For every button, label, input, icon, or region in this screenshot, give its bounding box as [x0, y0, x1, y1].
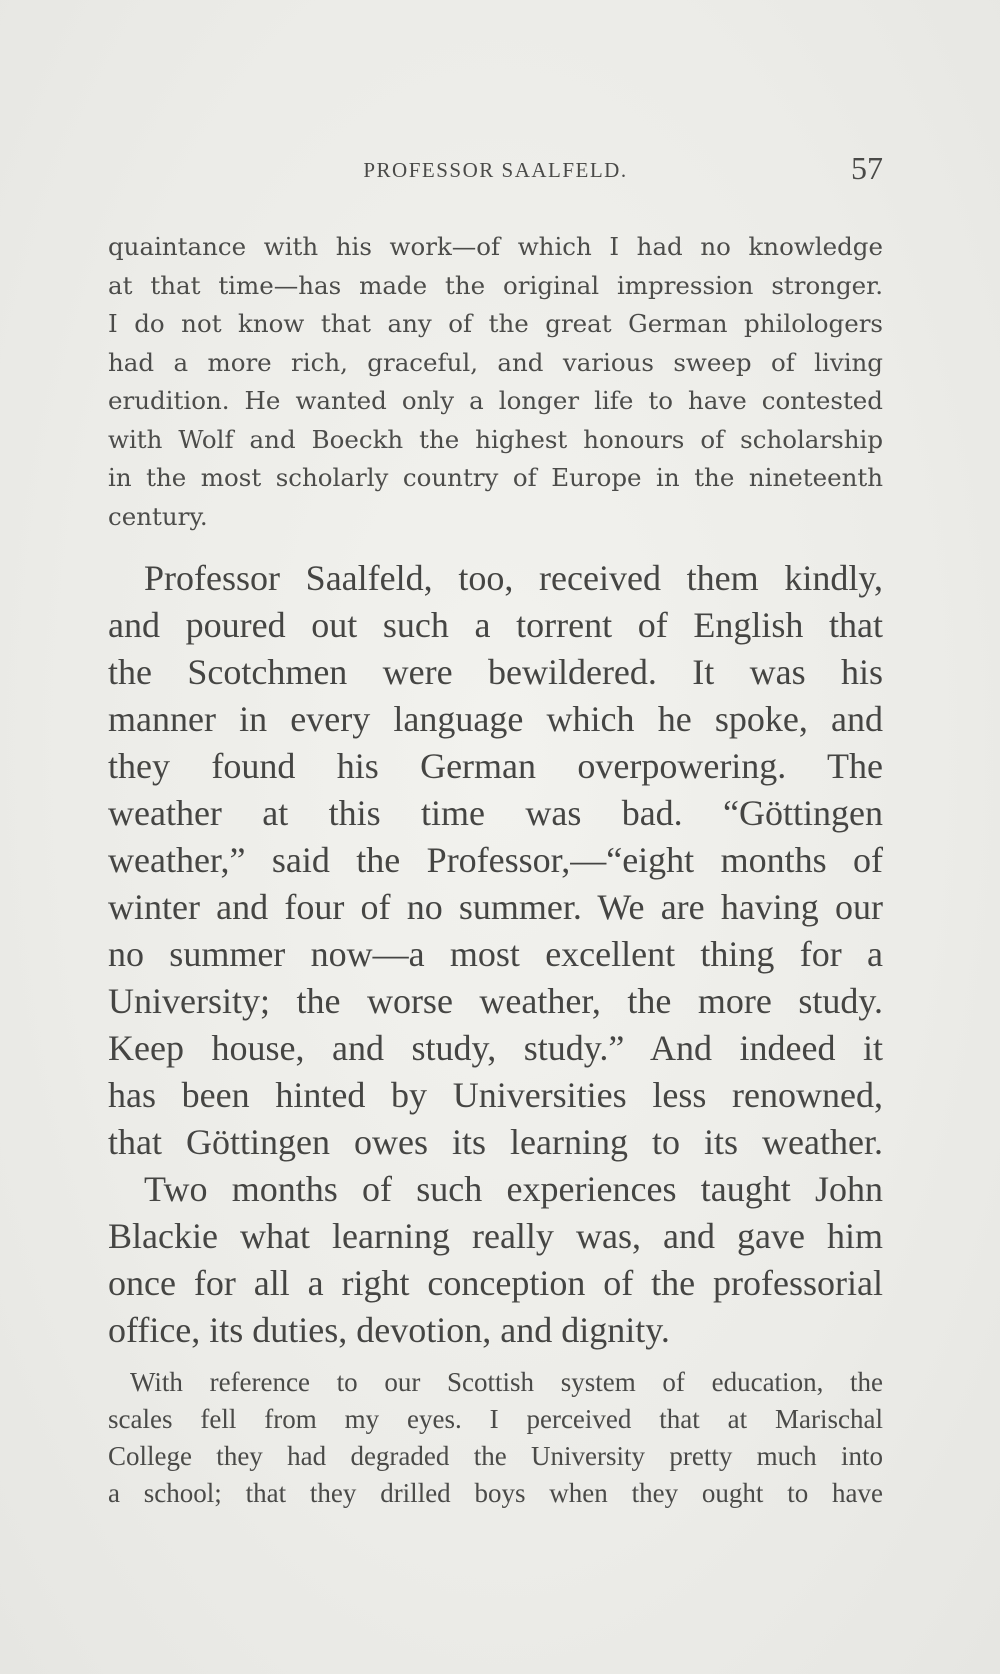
text-line: at that time—has made the original impression stronger.	[108, 270, 883, 300]
text-line: scales fell from my eyes. I perceived that at Marischal	[108, 1404, 883, 1434]
narrative-paragraph	[108, 555, 883, 1166]
text-line: once for all a right conception of the professorial	[108, 1263, 883, 1303]
text-line: With reference to our Scottish system of education, the	[130, 1367, 883, 1397]
text-line: manner in every language which he spoke, and	[108, 699, 883, 739]
narrative-text	[108, 555, 883, 1354]
text-line: office, its duties, devotion, and dignity.	[108, 1310, 670, 1350]
narrative-paragraph	[108, 1166, 883, 1354]
text-line: Professor Saalfeld, too, received them kindly,	[144, 558, 883, 598]
text-line: and poured out such a torrent of English that	[108, 605, 883, 645]
text-line: University; the worse weather, the more study.	[108, 981, 883, 1021]
text-line: Two months of such experiences taught John	[144, 1169, 883, 1209]
text-line: weather at this time was bad. “Göttingen	[108, 793, 883, 833]
text-line: erudition. He wanted only a longer life to have contested	[108, 386, 883, 415]
text-line: College they had degraded the University pretty much into	[108, 1441, 883, 1471]
text-line: a school; that they drilled boys when they ought to have	[108, 1478, 883, 1508]
text-line: no summer now—a most excellent thing for a	[108, 934, 883, 974]
text-line: weather,” said the Professor,—“eight months of	[108, 840, 883, 880]
page-number: 57	[851, 150, 883, 186]
running-head	[108, 150, 883, 190]
text-line: that Göttingen owes its learning to its weather.	[108, 1122, 883, 1162]
text-line: quaintance with his work—of which I had no knowledge	[108, 232, 883, 261]
text-line: had a more rich, graceful, and various sweep of living	[108, 347, 883, 377]
text-line: has been hinted by Universities less renowned,	[108, 1075, 883, 1115]
text-line: with Wolf and Boeckh the highest honours of scholarship	[108, 424, 883, 454]
text-line: century.	[108, 501, 208, 531]
quote-paragraph	[108, 228, 883, 536]
text-line: they found his German overpowering. The	[108, 746, 883, 786]
text-line: in the most scholarly country of Europe in the nineteenth	[108, 463, 883, 492]
quote-paragraph-2	[108, 1364, 883, 1512]
text-line: I do not know that any of the great German philologers	[108, 309, 883, 338]
text-line: the Scotchmen were bewildered. It was his	[108, 652, 883, 692]
text-line: winter and four of no summer. We are having our	[108, 887, 883, 927]
text-line: Blackie what learning really was, and gave him	[108, 1216, 883, 1256]
running-title: PROFESSOR SAALFELD.	[363, 158, 628, 182]
text-line: Keep house, and study, study.” And indeed it	[108, 1028, 883, 1068]
